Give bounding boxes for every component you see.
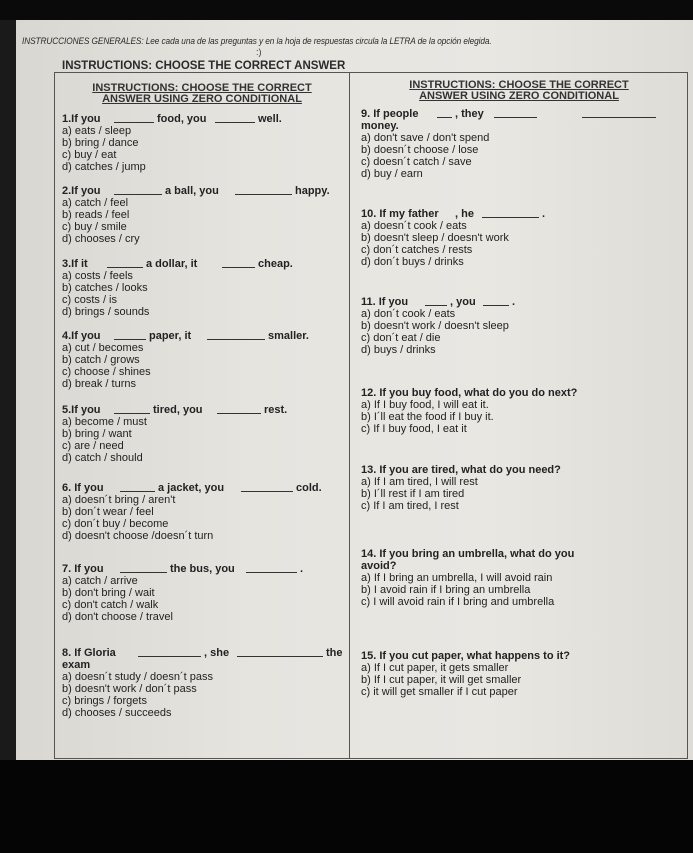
option-c: c) doesn´t catch / save <box>361 156 472 168</box>
question-4-text-end: smaller. <box>268 330 309 342</box>
option-a: a) catch / feel <box>62 197 129 209</box>
question-8-continued: exam <box>62 659 91 671</box>
answer-blank[interactable] <box>120 564 167 573</box>
left-column-header <box>56 83 348 105</box>
general-instructions: INSTRUCCIONES GENERALES: Lee cada una de las preguntas y en la hoja de respuestas circula la LETRA de la opción elegida. <box>22 36 492 46</box>
column-divider <box>349 72 350 759</box>
question-10-text-end: . <box>542 208 546 220</box>
option-a: a) cut / becomes <box>62 342 144 354</box>
question-7-text: 7. If you <box>62 563 104 575</box>
option-d: d) break / turns <box>62 378 136 390</box>
question-4-text-mid: paper, it <box>149 330 192 342</box>
option-c: c) it will get smaller if I cut paper <box>361 686 518 698</box>
question-14-text: 14. If you bring an umbrella, what do you <box>361 548 575 560</box>
question-5-text-end: rest. <box>264 404 288 416</box>
option-a: a) eats / sleep <box>62 125 132 137</box>
question-4-text: 4.If you <box>62 330 101 342</box>
answer-blank[interactable] <box>482 209 539 218</box>
option-b: b) If I cut paper, it will get smaller <box>361 674 522 686</box>
answer-blank[interactable] <box>114 405 150 414</box>
option-a: a) costs / feels <box>62 270 133 282</box>
answer-blank[interactable] <box>114 331 146 340</box>
question-2-text: 2.If you <box>62 185 101 197</box>
question-1-text-end: well. <box>258 113 282 125</box>
option-a: a) become / must <box>62 416 147 428</box>
smiley-text: :) <box>256 47 262 57</box>
answer-blank[interactable] <box>215 114 255 123</box>
question-6-text: 6. If you <box>62 482 104 494</box>
option-a: a) don´t cook / eats <box>361 308 456 320</box>
question-8-text-mid: , she <box>204 647 230 659</box>
left-frame <box>0 20 16 760</box>
option-a: a) If I buy food, I will eat it. <box>361 399 489 411</box>
question-12-text: 12. If you buy food, what do you do next? <box>361 387 578 399</box>
question-11-text-end: . <box>512 296 516 308</box>
option-b: b) I´ll eat the food if I buy it. <box>361 411 494 423</box>
option-a: a) If I am tired, I will rest <box>361 476 478 488</box>
question-9-text-mid: , they <box>455 108 484 120</box>
question-5-text-mid: tired, you <box>153 404 203 416</box>
option-c: c) don't catch / walk <box>62 599 159 611</box>
question-13-text: 13. If you are tired, what do you need? <box>361 464 561 476</box>
question-3-text: 3.If it <box>62 258 88 270</box>
answer-blank[interactable] <box>120 483 155 492</box>
question-11-text: 11. If you <box>361 296 409 308</box>
option-b: b) catches / looks <box>62 282 148 294</box>
left-header-line-1: INSTRUCTIONS: CHOOSE THE CORRECT <box>92 82 312 94</box>
answer-blank[interactable] <box>425 297 447 306</box>
question-11-text-mid: , you <box>450 296 476 308</box>
answer-blank[interactable] <box>138 648 201 657</box>
question-7-text-end: . <box>300 563 304 575</box>
option-c: c) I will avoid rain if I bring and umbrella <box>361 596 555 608</box>
option-d: d) don´t buys / drinks <box>361 256 464 268</box>
option-b: b) I avoid rain if I bring an umbrella <box>361 584 531 596</box>
option-b: b) catch / grows <box>62 354 140 366</box>
option-d: d) chooses / cry <box>62 233 140 245</box>
question-3-text-mid: a dollar, it <box>146 258 198 270</box>
top-frame <box>0 0 693 20</box>
answer-blank[interactable] <box>237 648 323 657</box>
option-b: b) bring / want <box>62 428 132 440</box>
question-10-text: 10. If my father <box>361 208 439 220</box>
option-a: a) If I cut paper, it gets smaller <box>361 662 509 674</box>
option-b: b) doesn't sleep / doesn't work <box>361 232 509 244</box>
option-b: b) doesn't work / doesn't sleep <box>361 320 509 332</box>
option-b: b) reads / feel <box>62 209 130 221</box>
answer-blank[interactable] <box>217 405 261 414</box>
question-14-continued: avoid? <box>361 560 397 572</box>
answer-blank[interactable] <box>107 259 143 268</box>
question-8-text-end: the <box>326 647 343 659</box>
answer-blank[interactable] <box>483 297 509 306</box>
left-header-line-2: ANSWER USING ZERO CONDITIONAL <box>102 93 302 105</box>
option-b: b) doesn´t choose / lose <box>361 144 479 156</box>
option-a: a) doesn´t bring / aren't <box>62 494 176 506</box>
option-c: c) don´t buy / become <box>62 518 169 530</box>
answer-blank[interactable] <box>437 109 452 118</box>
question-7-text-mid: the bus, you <box>170 563 235 575</box>
question-2-text-mid: a ball, you <box>165 185 219 197</box>
question-3-text-end: cheap. <box>258 258 293 270</box>
option-b: b) don´t wear / feel <box>62 506 154 518</box>
option-c: c) If I am tired, I rest <box>361 500 459 512</box>
option-c: c) choose / shines <box>62 366 151 378</box>
answer-blank[interactable] <box>114 186 162 195</box>
option-d: d) brings / sounds <box>62 306 150 318</box>
page-title: INSTRUCTIONS: CHOOSE THE CORRECT ANSWER <box>62 60 346 72</box>
question-9-continued: money. <box>361 120 399 132</box>
question-10-text-mid: , he <box>455 208 474 220</box>
option-c: c) don´t catches / rests <box>361 244 473 256</box>
option-d: d) chooses / succeeds <box>62 707 172 719</box>
option-a: a) doesn´t cook / eats <box>361 220 467 232</box>
answer-blank[interactable] <box>222 259 255 268</box>
question-9-text: 9. If people <box>361 108 419 120</box>
option-b: b) I´ll rest if I am tired <box>361 488 465 500</box>
answer-blank[interactable] <box>207 331 265 340</box>
option-a: a) don't save / don't spend <box>361 132 490 144</box>
question-15-text: 15. If you cut paper, what happens to it? <box>361 650 571 662</box>
option-c: c) costs / is <box>62 294 118 306</box>
option-d: d) catch / should <box>62 452 143 464</box>
question-6-text-end: cold. <box>296 482 322 494</box>
option-c: c) If I buy food, I eat it <box>361 423 467 435</box>
question-1-text: 1.If you <box>62 113 101 125</box>
right-header-line-1: INSTRUCTIONS: CHOOSE THE CORRECT <box>409 79 629 91</box>
option-c: c) buy / smile <box>62 221 127 233</box>
option-c: c) buy / eat <box>62 149 117 161</box>
question-6-text-mid: a jacket, you <box>158 482 225 494</box>
answer-blank[interactable] <box>246 564 297 573</box>
option-d: d) doesn't choose /doesn´t turn <box>62 530 214 542</box>
option-c: c) don´t eat / die <box>361 332 441 344</box>
answer-blank[interactable] <box>235 186 292 195</box>
option-b: b) doesn't work / don´t pass <box>62 683 197 695</box>
option-d: d) catches / jump <box>62 161 146 173</box>
answer-blank[interactable] <box>114 114 154 123</box>
question-8-text: 8. If Gloria <box>62 647 116 659</box>
option-a: a) catch / arrive <box>62 575 138 587</box>
right-header-line-2: ANSWER USING ZERO CONDITIONAL <box>419 90 619 102</box>
question-2-text-end: happy. <box>295 185 330 197</box>
option-d: d) buys / drinks <box>361 344 436 356</box>
answer-blank[interactable] <box>582 109 656 118</box>
question-5-text: 5.If you <box>62 404 101 416</box>
option-d: d) buy / earn <box>361 168 423 180</box>
option-c: c) are / need <box>62 440 124 452</box>
answer-blank[interactable] <box>494 109 537 118</box>
option-a: a) doesn´t study / doesn´t pass <box>62 671 214 683</box>
option-a: a) If I bring an umbrella, I will avoid rain <box>361 572 553 584</box>
answer-blank[interactable] <box>241 483 293 492</box>
bottom-frame <box>0 760 693 853</box>
question-1-text-mid: food, you <box>157 113 207 125</box>
option-b: b) don't bring / wait <box>62 587 155 599</box>
right-column-header <box>352 80 686 102</box>
option-d: d) don't choose / travel <box>62 611 173 623</box>
option-b: b) bring / dance <box>62 137 139 149</box>
option-c: c) brings / forgets <box>62 695 147 707</box>
